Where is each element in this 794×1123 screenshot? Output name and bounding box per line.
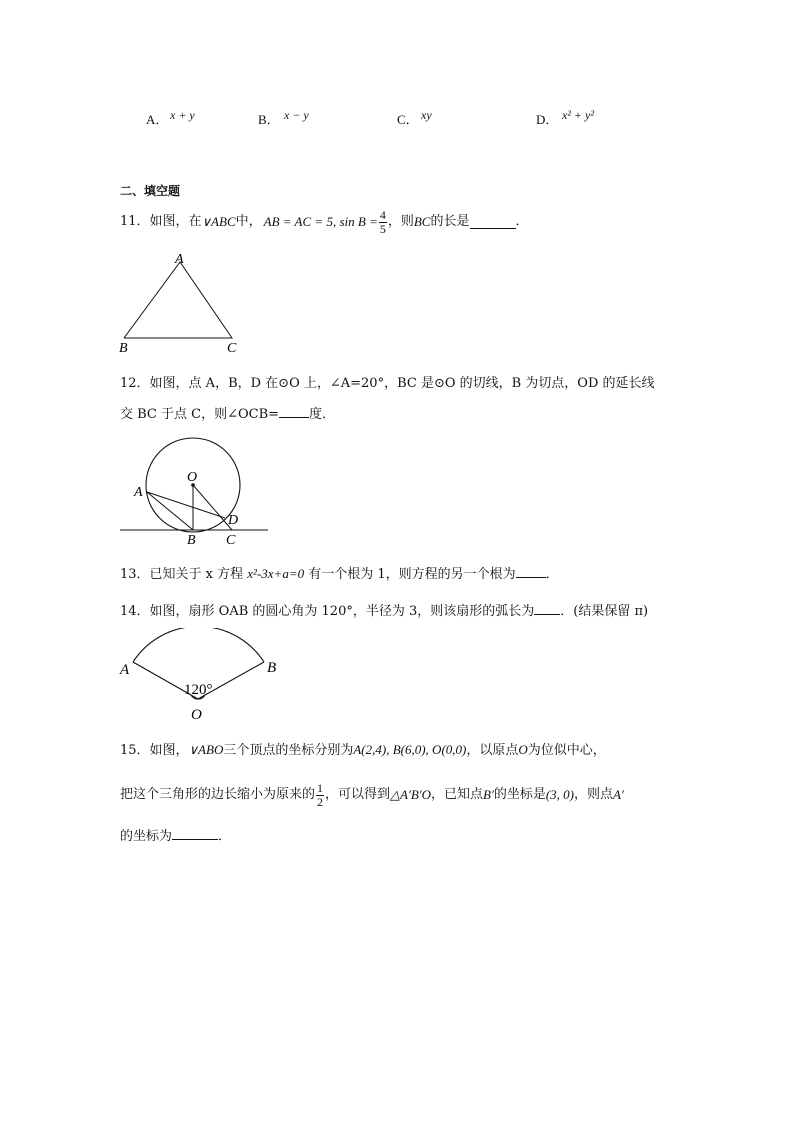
q13-blank bbox=[516, 564, 546, 578]
q14-label-b: B bbox=[267, 660, 277, 676]
question-11 bbox=[120, 205, 529, 239]
q15-frac-den: 2 bbox=[317, 794, 324, 809]
q15-l1-end: 为位似中心， bbox=[527, 743, 606, 758]
q15-b-prime-coord: (3, 0) bbox=[545, 787, 574, 802]
q12-line-2 bbox=[120, 404, 335, 425]
q11-label-c: C bbox=[227, 341, 237, 356]
sector-arc bbox=[133, 628, 264, 662]
q14-post: ．(结果保留 π) bbox=[560, 604, 649, 619]
q14-sector-figure bbox=[112, 628, 292, 726]
q13-pre: 13．已知关于 x 方程 bbox=[120, 567, 248, 582]
option-d-label: D． bbox=[536, 112, 559, 127]
q15-line-3 bbox=[120, 826, 231, 847]
q14-angle-label: 120° bbox=[184, 682, 213, 698]
q15-fraction bbox=[316, 782, 324, 809]
segment-oc bbox=[193, 485, 232, 530]
q15-l2-mid: ，可以得到 bbox=[325, 787, 391, 802]
section-title: 二、填空题 bbox=[120, 184, 181, 198]
q11-frac-den: 5 bbox=[379, 221, 386, 236]
q12-label-b: B bbox=[187, 533, 196, 548]
q14-label-a: A bbox=[120, 662, 130, 678]
q15-l1-pre: 15．如图， bbox=[120, 743, 189, 758]
q15-l2-mid3: 的坐标是 bbox=[493, 787, 546, 802]
question-14 bbox=[120, 601, 648, 622]
q14-label-o: O bbox=[191, 707, 202, 723]
option-c-label: C． bbox=[397, 112, 419, 127]
q12-label-c: C bbox=[226, 533, 236, 548]
q11-blank bbox=[470, 215, 516, 229]
q13-equation: x²-3x+a=0 bbox=[247, 566, 305, 581]
option-d-expr: x² + y² bbox=[562, 108, 594, 122]
q12-label-d: D bbox=[228, 513, 239, 528]
q15-l3-pre: 的坐标为 bbox=[120, 829, 173, 844]
q14-pre: 14．如图，扇形 OAB 的圆心角为 120°，半径为 3，则该扇形的弧长为 bbox=[120, 604, 535, 619]
q13-end: ． bbox=[545, 567, 559, 582]
q11-condition: AB = AC = 5, sin B = bbox=[263, 214, 378, 229]
q11-triangle: ∨ABC bbox=[201, 214, 236, 229]
q12-circle-figure bbox=[118, 436, 278, 548]
option-a-label: A． bbox=[146, 112, 169, 127]
q15-l1-post: ，以原点 bbox=[466, 743, 519, 758]
q11-tail: 的长是 bbox=[430, 214, 470, 229]
q12-label-o: O bbox=[187, 470, 198, 485]
q11-label-a: A bbox=[175, 252, 184, 267]
option-c-expr: xy bbox=[421, 108, 432, 122]
q12-line2-pre: 交 BC 于点 C，则∠OCB= bbox=[120, 407, 280, 422]
option-a-expr: x + y bbox=[170, 108, 195, 122]
q11-prefix: 11．如图，在 bbox=[120, 214, 202, 229]
q15-l2-post: ，则点 bbox=[574, 787, 614, 802]
q15-image-triangle: △A′B′O bbox=[390, 787, 431, 802]
triangle-abc bbox=[124, 262, 232, 338]
option-b-expr: x − y bbox=[284, 108, 309, 122]
q11-triangle-figure bbox=[110, 248, 250, 358]
question-13 bbox=[120, 564, 559, 585]
q15-l3-end: ． bbox=[218, 829, 232, 844]
q11-tail-pre: ，则 bbox=[387, 214, 414, 229]
q15-line-2 bbox=[120, 778, 624, 812]
q12-line-1: 12．如图，点 A，B，D 在⊙O 上，∠A=20°，BC 是⊙O 的切线，B 为切点，OD 的延长线 bbox=[120, 376, 655, 391]
q12-blank bbox=[279, 404, 309, 418]
q15-blank bbox=[172, 826, 218, 840]
q15-origin: O bbox=[518, 742, 528, 757]
q12-label-a: A bbox=[134, 485, 143, 500]
q13-post: 有一个根为 1，则方程的另一个根为 bbox=[304, 567, 516, 582]
q11-mid: 中， bbox=[235, 214, 262, 229]
q15-point-a-prime: A′ bbox=[613, 787, 624, 802]
q15-l2-pre: 把这个三角形的边长缩小为原来的 bbox=[120, 787, 316, 802]
q15-triangle: ∨ABO bbox=[188, 742, 224, 757]
q11-frac-num: 4 bbox=[379, 207, 386, 222]
q11-bc: BC bbox=[413, 214, 431, 229]
q14-blank bbox=[534, 601, 560, 615]
q11-label-b: B bbox=[119, 341, 128, 356]
q15-frac-num: 1 bbox=[317, 780, 324, 795]
segment-ad bbox=[147, 492, 225, 518]
q15-coords: A(2,4), B(6,0), O(0,0) bbox=[353, 742, 467, 757]
q15-line-1 bbox=[120, 740, 606, 761]
q12-line2-post: 度． bbox=[309, 407, 336, 422]
option-b-label: B． bbox=[258, 112, 280, 127]
q15-l2-mid2: ，已知点 bbox=[431, 787, 484, 802]
q15-l1-mid: 三个顶点的坐标分别为 bbox=[223, 743, 354, 758]
q11-end: ． bbox=[515, 214, 529, 229]
q11-fraction bbox=[379, 209, 387, 236]
q15-point-b-prime: B′ bbox=[483, 787, 494, 802]
